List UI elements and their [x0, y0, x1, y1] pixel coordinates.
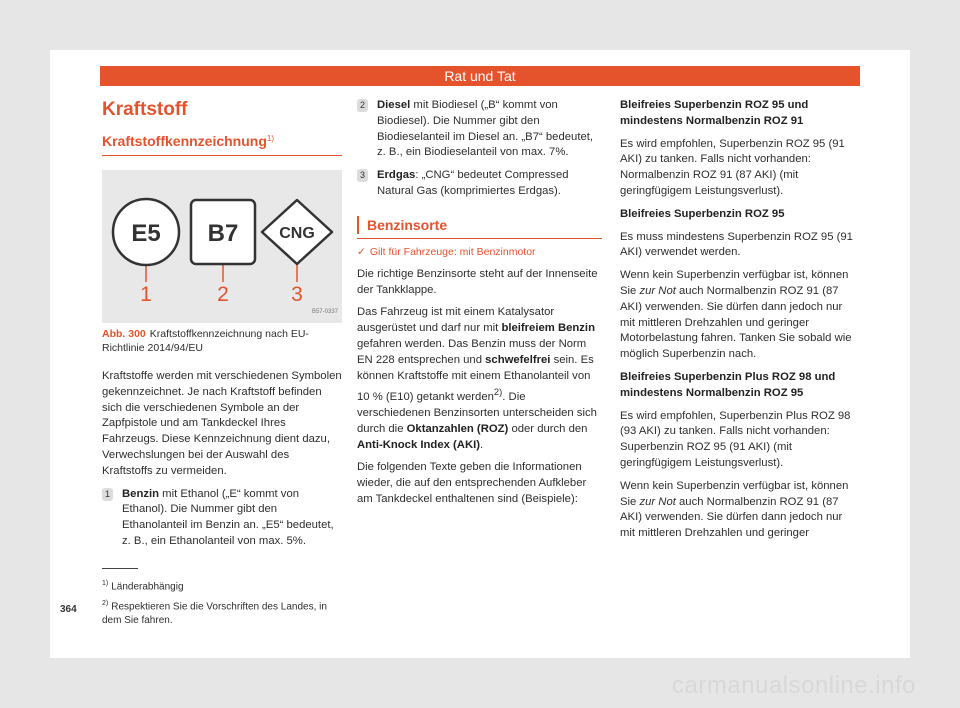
figure-caption	[102, 327, 342, 355]
section-rule	[357, 238, 602, 239]
subheading-roz95	[620, 207, 860, 223]
text-bold: schwefelfrei	[485, 353, 551, 366]
text-bold: Anti-Knock Index (AKI)	[357, 438, 481, 451]
chapter-header: Rat und Tat	[100, 66, 860, 86]
footnote-marker: 1)	[102, 580, 109, 587]
item-text: mit Biodiesel („B“ kommt von Biodiesel). Die Nummer gibt den Biodieselanteil im Diesel an. „B7“ bedeutet, z. B., ein Biodieselanteil von max. 7%.	[377, 99, 594, 159]
item-number-badge: 2	[357, 99, 368, 112]
paragraph-zur-not-2	[620, 479, 860, 542]
text-run: oder durch den	[508, 422, 588, 435]
check-icon: ✓	[357, 245, 366, 258]
item-text: mit Ethanol („E“ kommt von Ethanol). Die Nummer gibt den Ethanolanteil im Benzin an. „E5“ bedeutet, z. B., ein Ethanolanteil von max. 5%.	[122, 487, 334, 547]
item-term: Erdgas	[377, 169, 416, 182]
symbol-b7-label: B7	[207, 220, 239, 247]
fuel-symbols-graphic	[102, 170, 342, 323]
watermark	[0, 672, 960, 700]
paragraph-zur-not-1	[620, 268, 860, 363]
section-heading-text: Kraftstoffkennzeichnung	[102, 133, 267, 149]
text-run: . Die verschiedenen Benzinsorten unterscheiden sich durch die	[357, 391, 597, 435]
symbol-e5-label: E5	[131, 220, 161, 247]
footnotes	[102, 568, 342, 630]
item-text: : „CNG“ bedeutet Compressed Natural Gas (komprimiertes Erdgas).	[377, 169, 569, 197]
symbol-cng-label: CNG	[279, 225, 315, 242]
text-run: Wenn kein Superbenzin verfügbar ist, können Sie	[620, 479, 849, 508]
text-bold: Oktanzahlen (ROZ)	[406, 422, 509, 435]
paragraph-roz98: Es wird empfohlen, Superbenzin Plus ROZ 98 (93 AKI) zu tanken. Falls nicht vorhanden: Superbenzin ROZ 95 (91 AKI) (mit geringfügigem Leistungsverlust).	[620, 409, 851, 469]
paragraph-roz95-91: Es wird empfohlen, Superbenzin ROZ 95 (91 AKI) zu tanken. Falls nicht vorhanden: Normalbenzin ROZ 91 (87 AKI) (mit geringfügigem Leistungsverlust).	[620, 137, 845, 197]
text-run: Wenn kein Superbenzin verfügbar ist, können Sie	[620, 269, 849, 297]
subheading-text: Bleifreies Superbenzin ROZ 95	[620, 207, 785, 220]
text-run: auch Normalbenzin ROZ 91 (87 AKI) verwenden. Sie dürfen dann jedoch nur mit mittleren Drehzahlen und geringer	[620, 495, 843, 540]
fuel-label-figure	[102, 170, 342, 323]
text-bold: bleifreiem Benzin	[501, 322, 595, 335]
subheading-text: Bleifreies Superbenzin Plus ROZ 98 und mindestens Normalbenzin ROZ 95	[620, 370, 836, 399]
footnote-text: Respektieren Sie die Vorschriften des Landes, in dem Sie fahren.	[102, 601, 327, 626]
subheading-roz95-91	[620, 98, 860, 130]
item-number-badge: 1	[102, 488, 113, 501]
text-emphasis: zur Not	[639, 495, 676, 508]
text-run: auch Normalbenzin ROZ 91 (87 AKI) verwenden. Sie dürfen dann jedoch nur mit mittleren Drehzahlen und geringer Motorbelastung fahren. Tanken Sie sobald wie möglich Superbenzin nach.	[620, 284, 852, 361]
page-title: Kraftstoff	[102, 99, 188, 120]
subheading-text: Bleifreies Superbenzin ROZ 95 und mindestens Normalbenzin ROZ 91	[620, 99, 809, 127]
paragraph-katalysator	[357, 305, 602, 453]
item-term: Benzin	[122, 487, 160, 500]
callout-1: 1	[140, 283, 152, 306]
footnote-ref: 2)	[493, 386, 503, 398]
heading-rule	[102, 155, 342, 156]
footnote-2	[102, 597, 342, 627]
item-term: Diesel	[377, 99, 411, 111]
text-run: .	[480, 438, 484, 451]
applicability-text: Gilt für Fahrzeuge: mit Benzinmotor	[369, 245, 536, 258]
paragraph-beispiele: Die folgenden Texte geben die Informationen wieder, die auf den entsprechenden Aufkleber am Tankdeckel enthaltenen sind (Beispiele):	[357, 461, 587, 505]
footnote-rule	[102, 568, 138, 569]
figure-label: Abb. 300	[102, 328, 146, 340]
footnote-1	[102, 577, 342, 594]
watermark-text: carmanualsonline.info	[672, 672, 916, 699]
list-item-erdgas	[357, 168, 602, 200]
section-title-benzinsorte: Benzinsorte	[357, 216, 602, 234]
column-middle	[357, 98, 602, 515]
column-right	[620, 98, 860, 549]
section-heading	[102, 132, 342, 150]
text-run: sein. Es können Kraftstoffe mit einem Ethanolanteil von 10 % (E10) getankt werden	[357, 353, 594, 404]
callout-2: 2	[217, 283, 229, 306]
item-number-badge: 3	[357, 169, 368, 182]
footnote-marker: 2)	[102, 599, 109, 607]
applicability-note	[357, 245, 602, 259]
paragraph-tankklappe: Die richtige Benzinsorte steht auf der Innenseite der Tankklappe.	[357, 267, 598, 296]
column-left	[102, 98, 342, 557]
text-run: Das Fahrzeug ist mit einem Katalysator ausgerüstet und darf nur mit	[357, 306, 555, 335]
list-item-diesel	[357, 98, 602, 161]
figure-caption-text: Kraftstoffkennzeichnung nach EU-Richtlinie 2014/94/EU	[102, 328, 309, 354]
subheading-roz98	[620, 370, 860, 402]
page-number: 364	[60, 604, 77, 615]
callout-3: 3	[291, 283, 303, 306]
figure-code: B57-0337	[311, 309, 338, 316]
text-run: gefahren werden. Das Benzin muss der Norm EN 228 entsprechen und	[357, 337, 587, 366]
text-emphasis: zur Not	[639, 284, 676, 297]
list-item-benzin	[102, 487, 342, 550]
paragraph-roz95: Es muss mindestens Superbenzin ROZ 95 (91 AKI) verwendet werden.	[620, 230, 853, 259]
footnote-ref: 1)	[266, 134, 275, 143]
intro-paragraph: Kraftstoffe werden mit verschiedenen Symbolen gekennzeichnet. Je nach Kraftstoff befinden sich die verschiedenen Symbole an der Zapfpistole und am Tankdeckel Ihres Fahrzeugs. Diese Kennzeichnung dient dazu, Verwechslungen bei der Auswahl des Kraftstoffs zu vermeiden.	[102, 370, 342, 477]
footnote-text: Länderabhängig	[111, 581, 184, 593]
